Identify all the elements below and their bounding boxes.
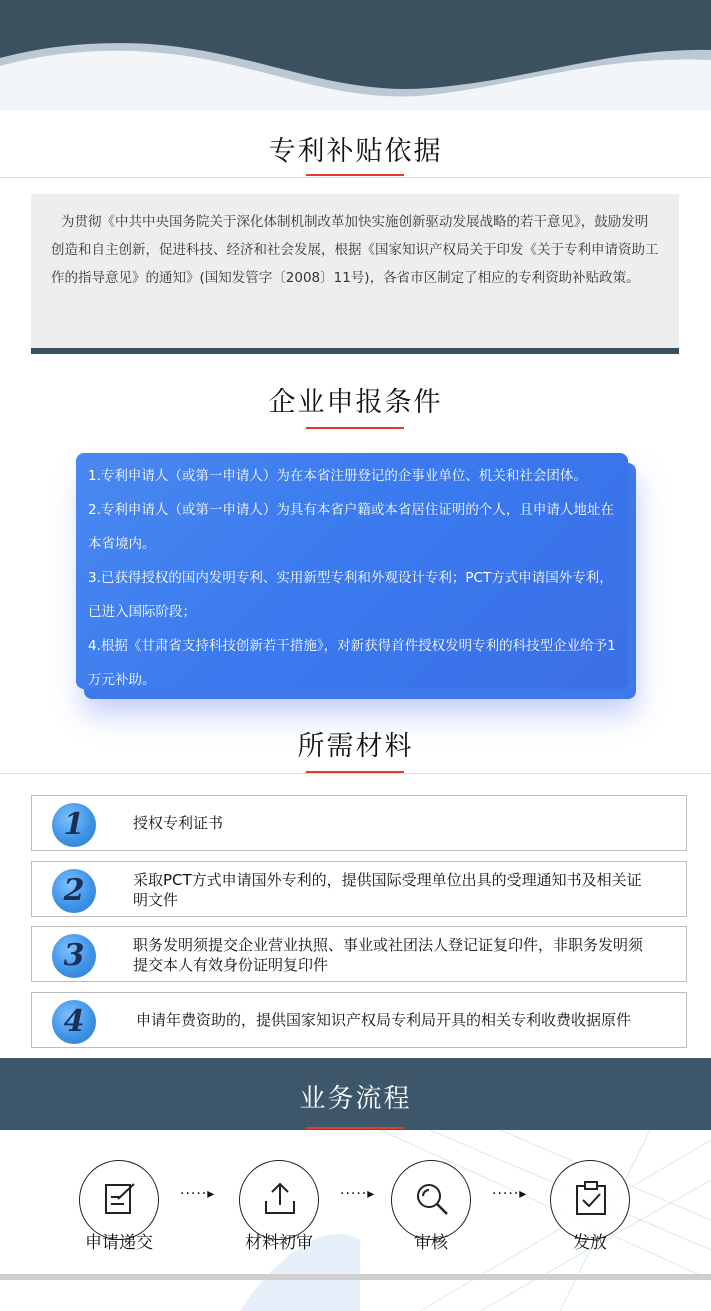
number-badge: 1 <box>52 803 96 847</box>
number-badge: 3 <box>52 934 96 978</box>
material-text: 申请年费资助的，提供国家知识产权局专利局开具的相关专利收费收据原件 <box>136 1011 632 1029</box>
condition-item: 1.专利申请人（或第一申请人）为在本省注册登记的企事业单位、机关和社会团体。 <box>88 468 587 484</box>
flow-arrow: ·····▸ <box>180 1186 216 1202</box>
bottom-bar <box>0 1274 711 1280</box>
upload-icon <box>260 1179 300 1219</box>
condition-item: 2.专利申请人（或第一申请人）为具有本省户籍或本省居住证明的个人，且申请人地址在本省境内。 <box>88 502 614 552</box>
condition-item: 4.根据《甘肃省支持科技创新若干措施》，对新获得首件授权发明专利的科技型企业给予1万元补助。 <box>88 638 616 688</box>
basis-paragraph: 为贯彻《中共中央国务院关于深化体制机制改革加快实施创新驱动发展战略的若干意见》，鼓励发明创造和自主创新，促进科技、经济和社会发展，根据《国家知识产权局关于印发《关于专利申请资助工作的指导意见》的通知》(国知发管字〔2008〕11号)，各省市区制定了相应的专利资助补贴政策。 <box>51 214 659 286</box>
material-item <box>31 861 687 917</box>
flow-step-label: 材料初审 <box>245 1233 313 1253</box>
top-wave-banner <box>0 0 711 110</box>
title-underline <box>306 771 404 773</box>
number-badge: 2 <box>52 869 96 913</box>
flow-title-band <box>0 1058 711 1130</box>
material-item <box>31 992 687 1048</box>
condition-item: 3.已获得授权的国内发明专利、实用新型专利和外观设计专利；PCT方式申请国外专利，已进入国际阶段； <box>88 570 613 620</box>
magnifier-icon <box>412 1179 452 1219</box>
basis-paragraph-box <box>31 194 679 354</box>
material-text: 采取PCT方式申请国外专利的，提供国际受理单位出具的受理通知书及相关证明文件 <box>133 871 642 909</box>
material-item <box>31 795 687 851</box>
number-badge: 4 <box>52 1000 96 1044</box>
conditions-card <box>76 453 628 689</box>
flow-section-title: 业务流程 <box>299 1084 412 1114</box>
divider <box>0 773 711 774</box>
flow-step-label: 申请递交 <box>85 1233 153 1253</box>
title-underline <box>306 427 404 429</box>
material-text: 职务发明须提交企业营业执照、事业或社团法人登记证复印件，非职务发明须提交本人有效身份证明复印件 <box>133 936 644 974</box>
material-item <box>31 926 687 982</box>
flow-arrow: ·····▸ <box>492 1186 528 1202</box>
clipboard-check-icon <box>571 1179 611 1219</box>
title-underline <box>306 1127 404 1129</box>
material-text: 授权专利证书 <box>133 814 224 832</box>
flow-step-label: 发放 <box>573 1233 607 1253</box>
materials-section-title: 所需材料 <box>297 731 414 762</box>
divider <box>0 177 711 178</box>
conditions-section-title: 企业申报条件 <box>268 387 443 418</box>
basis-section-title: 专利补贴依据 <box>268 136 443 167</box>
flow-step-label: 审核 <box>414 1233 448 1253</box>
edit-form-icon <box>100 1179 140 1219</box>
flow-arrow: ·····▸ <box>340 1186 376 1202</box>
title-underline <box>306 174 404 176</box>
